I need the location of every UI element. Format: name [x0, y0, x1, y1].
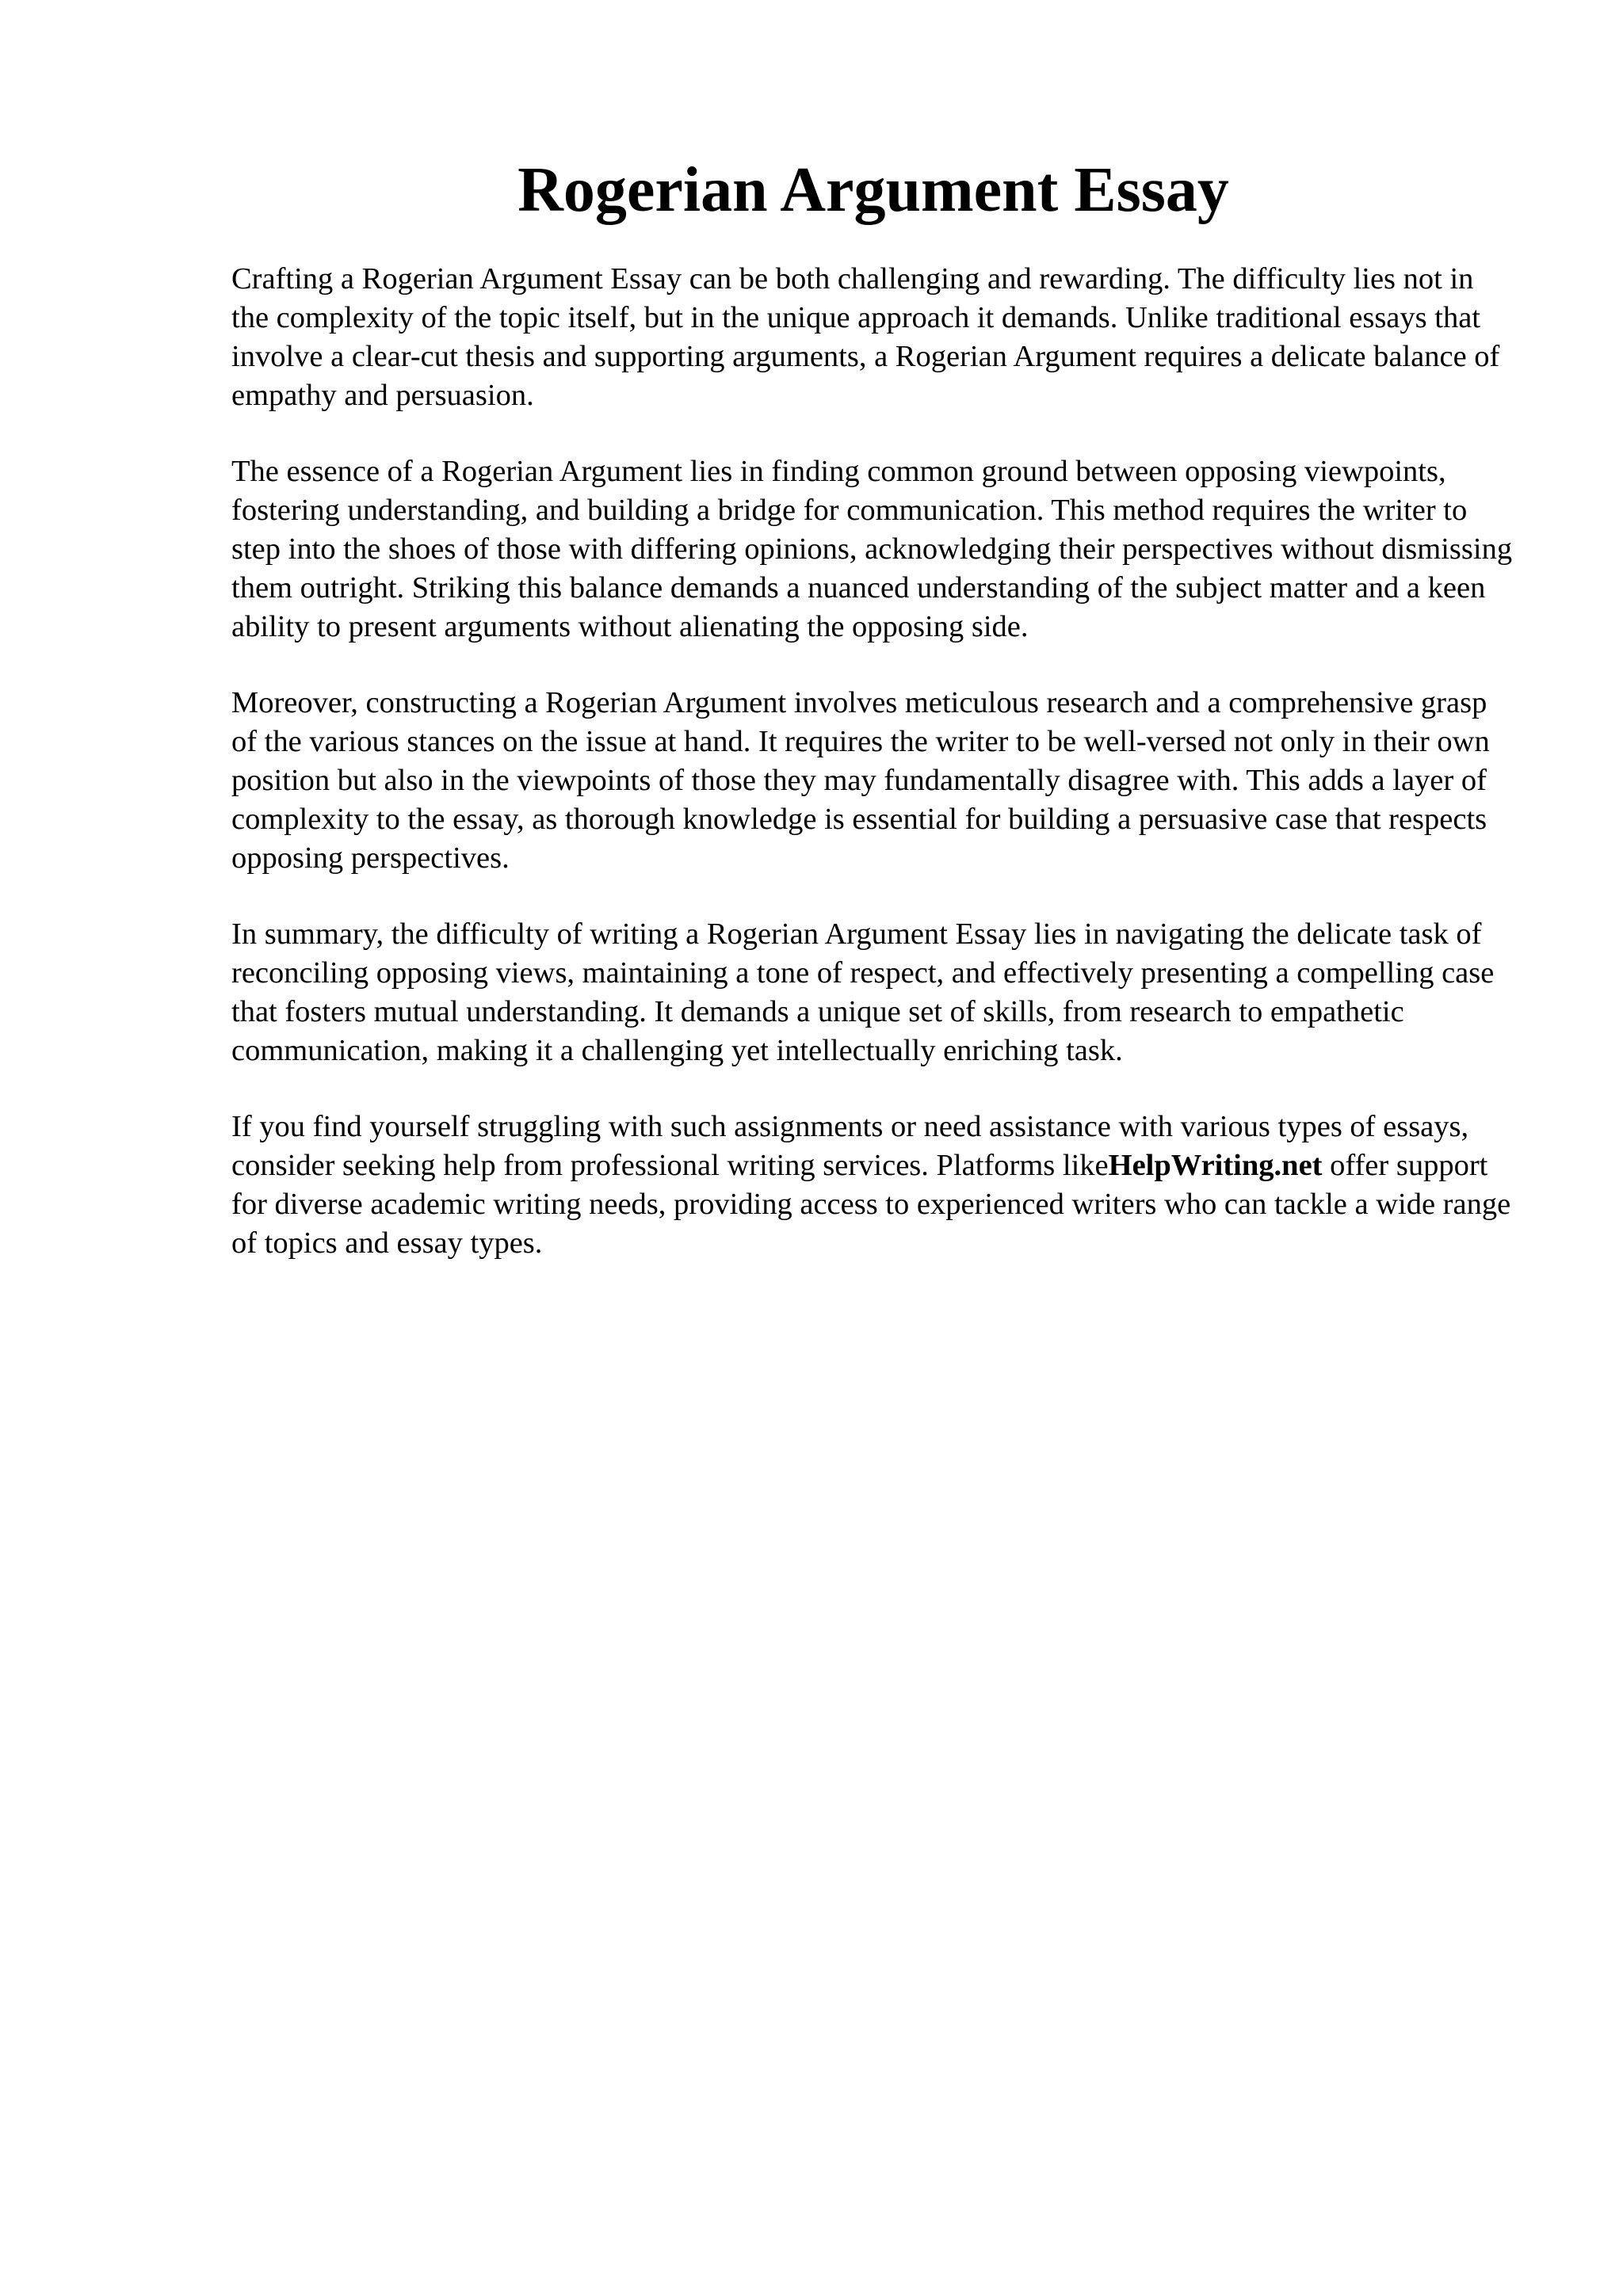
essay-body — [231, 260, 1515, 1263]
paragraph-2: The essence of a Rogerian Argument lies in finding common ground between opposing viewpoints, fostering understanding, and building a bridge for communication. This method requires the writer to step into the shoes of those with differing opinions, acknowledging their perspectives without dismissing them outright. Striking this balance demands a nuanced understanding of the subject matter and a keen ability to present arguments without alienating the opposing side. — [231, 455, 1513, 643]
paragraph-4: In summary, the difficulty of writing a Rogerian Argument Essay lies in navigating the delicate task of reconciling opposing views, maintaining a tone of respect, and effectively presenting a compelling case that fosters mutual understanding. It demands a unique set of skills, from research to empathetic communication, making it a challenging yet intellectually enriching task. — [231, 917, 1495, 1067]
document-content — [231, 151, 1515, 1300]
page-title: Rogerian Argument Essay — [517, 155, 1229, 225]
paragraph-3: Moreover, constructing a Rogerian Argument involves meticulous research and a comprehensive grasp of the various stances on the issue at hand. It requires the writer to be well-versed not only in their own position but also in the viewpoints of those they may fundamentally disagree with. This adds a layer of complexity to the essay, as thorough knowledge is essential for building a persuasive case that respects opposing perspectives. — [231, 686, 1490, 875]
closing-text-before: If you find yourself struggling with such assignments or need assistance with various types of essays, consider seeking help from professional writing services. Platforms like — [231, 1110, 1469, 1182]
closing-text-after: offer support for diverse academic writing needs, providing access to experienced writers who can tackle a wide range of topics and essay types. — [231, 1149, 1511, 1260]
paragraph-closing — [231, 1108, 1515, 1263]
brand-name: HelpWriting.net — [1108, 1149, 1323, 1182]
paragraph-1: Crafting a Rogerian Argument Essay can be both challenging and rewarding. The difficulty lies not in the complexity of the topic itself, but in the unique approach it demands. Unlike traditional essays that involve a clear-cut thesis and supporting arguments, a Rogerian Argument requires a delicate balance of empathy and persuasion. — [231, 262, 1500, 412]
